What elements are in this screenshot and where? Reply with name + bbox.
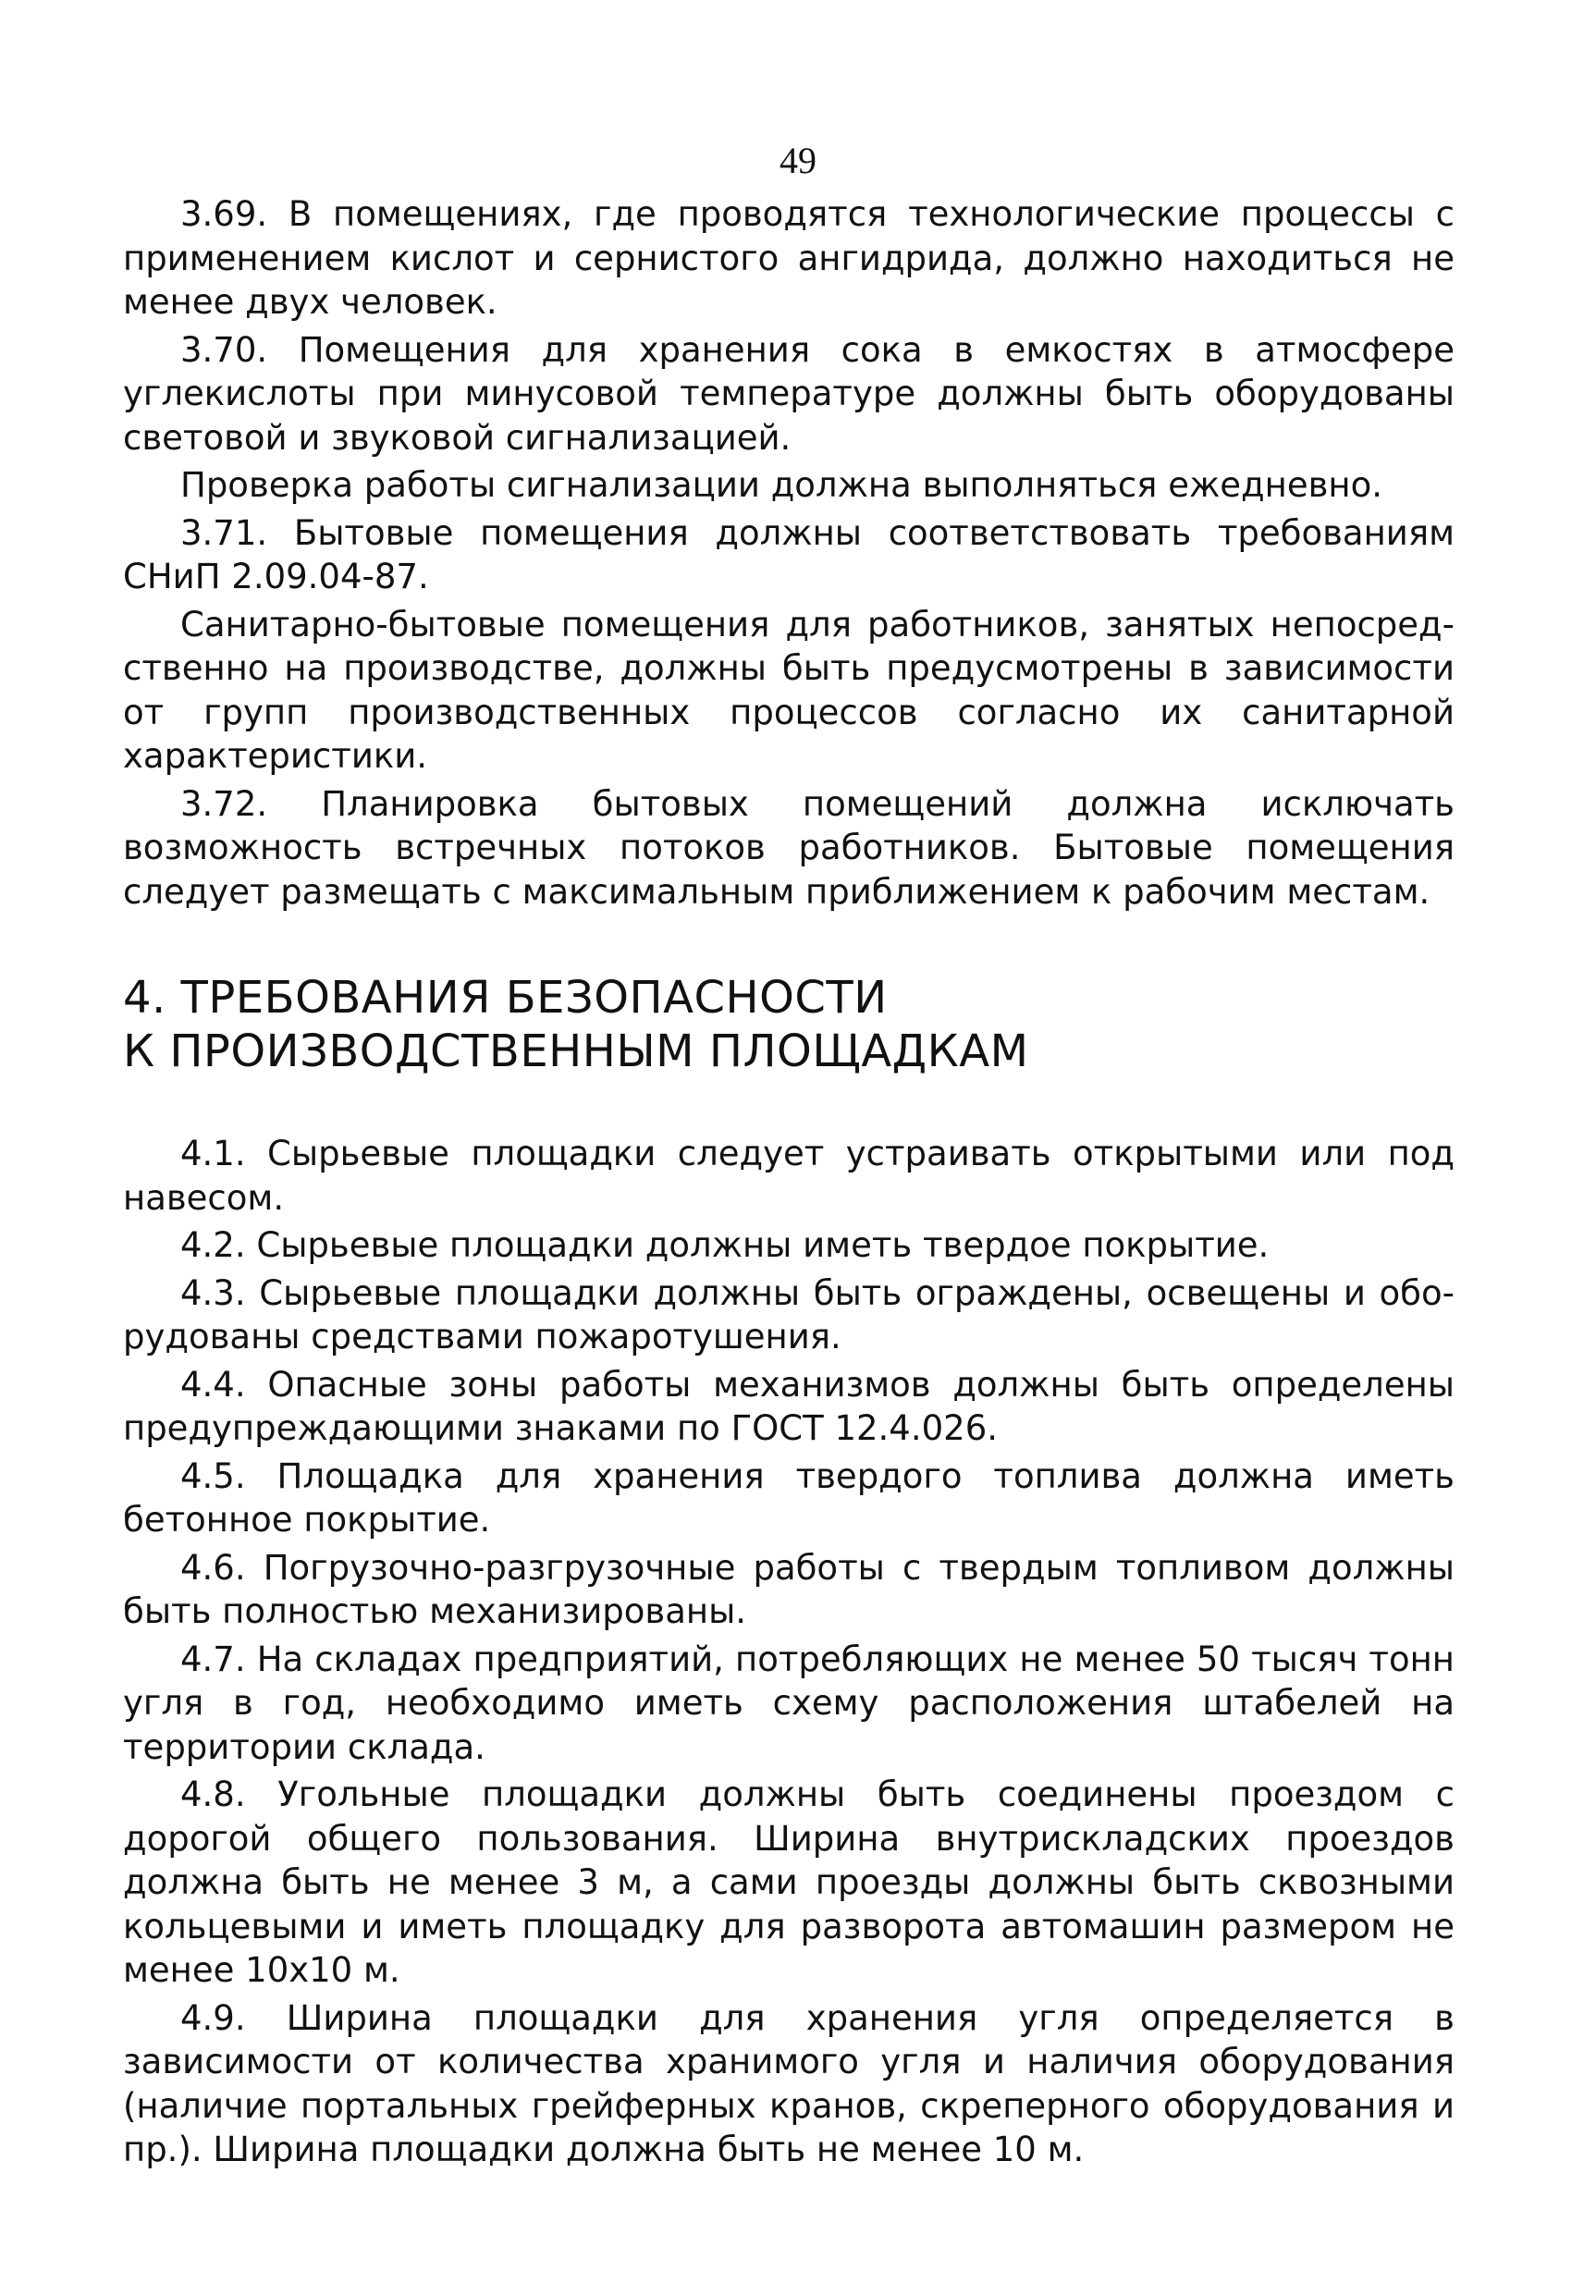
clause-4-4: 4.4. Опасные зоны работы механизмов должны быть определены предупреждающими знаками по ГОСТ 12.4.026. — [123, 1364, 1455, 1448]
clause-4-3: 4.3. Сырьевые площадки должны быть ограждены, освещены и оборудованы средствами пожаротушения. — [123, 1272, 1455, 1357]
clause-4-7: 4.7. На складах предприятий, потребляющих не менее 50 тысяч тонн угля в год, необходимо иметь схему расположения штабелей на территории склада. — [123, 1639, 1455, 1767]
clause-4-2: 4.2. Сырьевые площадки должны иметь твердое покрытие. — [180, 1225, 1270, 1265]
clause-4-5: 4.5. Площадка для хранения твердого топлива должна иметь бетонное покрытие. — [123, 1455, 1455, 1540]
page-content — [123, 192, 1455, 2176]
clause-4-1: 4.1. Сырьевые площадки следует устраивать открытыми или под навесом. — [123, 1134, 1455, 1218]
clause-3-72: 3.72. Планировка бытовых помещений должна исключать возможность встречных потоков работников. Бытовые помещения следует размещать с максимальным приближением к рабочим местам. — [123, 783, 1455, 912]
clause-4-6: 4.6. Погрузочно-разгрузочные работы с твердым топливом должны быть полностью механизированы. — [123, 1547, 1455, 1631]
clause-3-70: 3.70. Помещения для хранения сока в емкостях в атмосфере углекислоты при минусовой температуре должны быть оборудованы световой и звуковой сигнализацией. — [123, 329, 1455, 458]
clause-3-69: 3.69. В помещениях, где проводятся технологические процессы с применением кислот и сернистого ангидрида, должно находиться не менее двух человек. — [123, 194, 1455, 322]
clause-3-70-note: Проверка работы сигнализации должна выполняться ежедневно. — [180, 465, 1382, 505]
clause-4-8: 4.8. Угольные площадки должны быть соединены проездом с дорогой общего пользования. Ширина внутрискладских проездов должна быть не менее 3 м, а сами проезды должны быть сквозными кольцевыми и иметь площадку для разворота автомашин размером не менее 10х10 м. — [123, 1774, 1455, 1990]
section-heading-line-2: К ПРОИЗВОДСТВЕННЫМ ПЛОЩАДКАМ — [123, 1025, 1029, 1077]
section-heading — [123, 971, 1455, 1078]
clause-3-71-note: Санитарно-бытовые помещения для работников, занятых непосредственно на производстве, должны быть предусмотрены в зависимости от групп производственных процессов согласно их санитарной характеристики. — [123, 604, 1455, 776]
clause-3-71: 3.71. Бытовые помещения должны соответствовать требованиям СНиП 2.09.04-87. — [123, 512, 1455, 596]
clause-4-9: 4.9. Ширина площадки для хранения угля определяется в зависимости от количества хранимого угля и наличия оборудования (наличие портальных грейферных кранов, скреперного оборудования и пр.). Ширина площадки должна быть не менее 10 м. — [123, 1997, 1455, 2169]
page-number: 49 — [780, 140, 816, 181]
section-heading-line-1: 4. ТРЕБОВАНИЯ БЕЗОПАСНОСТИ — [123, 972, 888, 1024]
